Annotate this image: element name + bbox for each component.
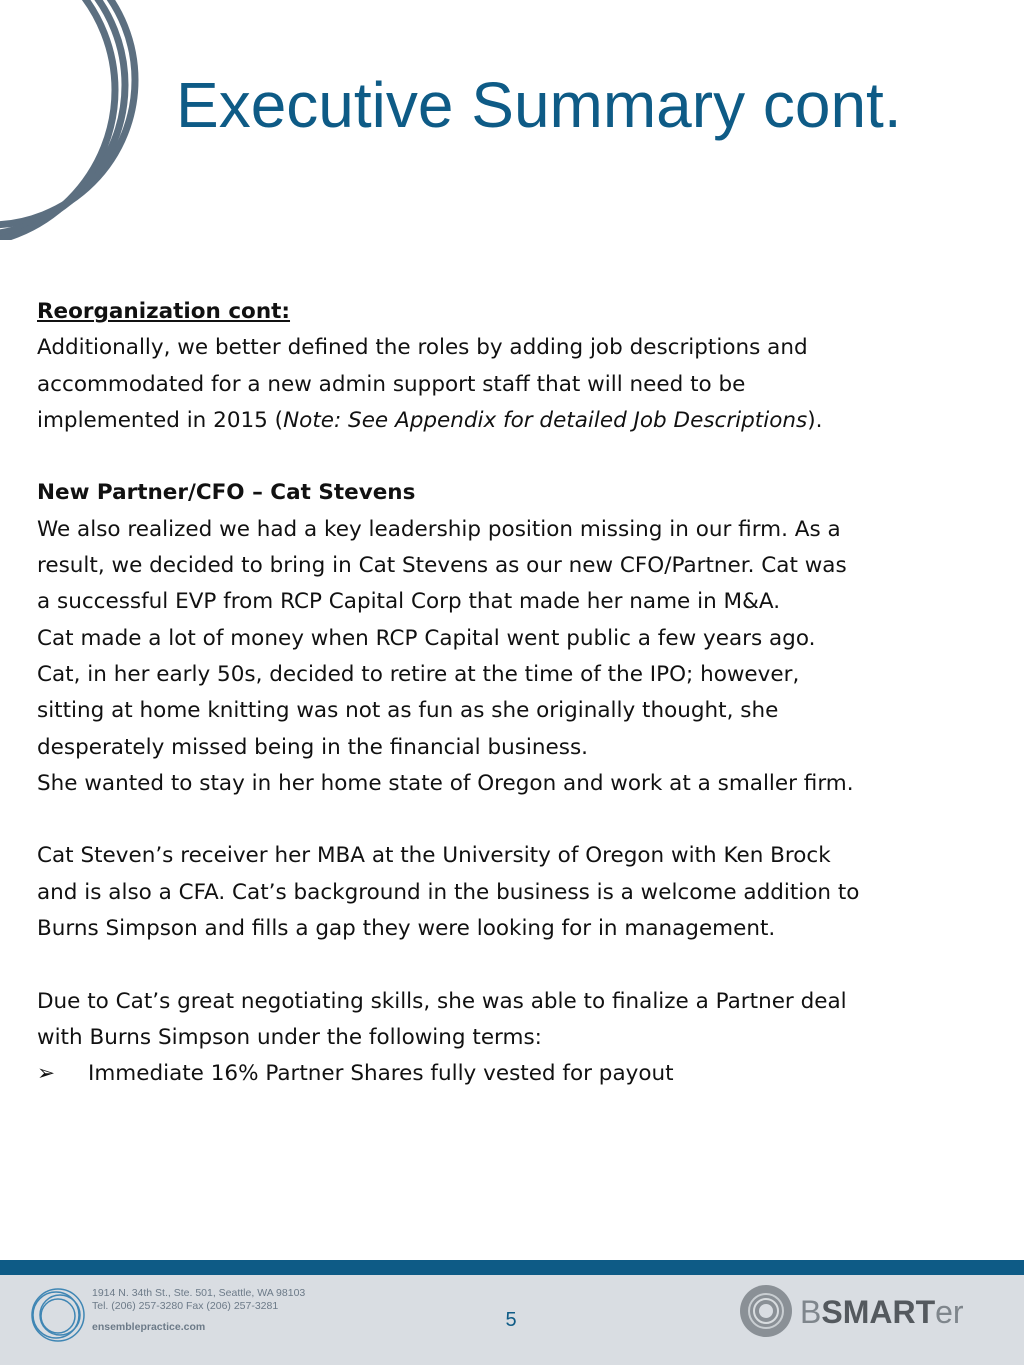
partner-paragraph-line: We also realized we had a key leadership position missing in our firm. As a — [37, 516, 841, 542]
partner-paragraph-line: a successful EVP from RCP Capital Corp that made her name in M&A. — [37, 589, 781, 615]
partner-paragraph-line: sitting at home knitting was not as fun as she originally thought, she — [37, 698, 779, 724]
mba-paragraph-line: Cat Steven’s receiver her MBA at the University of Oregon with Ken Brock — [37, 843, 831, 869]
partner-paragraph-line: result, we decided to bring in Cat Stevens as our new CFO/Partner. Cat was — [37, 553, 847, 579]
slide-body — [37, 294, 987, 1093]
address-line: 1914 N. 34th St., Ste. 501, Seattle, WA 98103 — [92, 1287, 306, 1299]
mba-paragraph-line: Burns Simpson and fills a gap they were looking for in management. — [37, 916, 776, 942]
ensemble-logo-icon — [28, 1285, 88, 1345]
partner-paragraph-line: Cat made a lot of money when RCP Capital went public a few years ago. — [37, 625, 816, 651]
arrow-bullet-icon: ➢ — [37, 1061, 56, 1087]
partner-paragraph-line: Cat, in her early 50s, decided to retire at the time of the IPO; however, — [37, 661, 800, 687]
bullet-text: Immediate 16% Partner Shares fully vested for payout — [88, 1061, 674, 1087]
bullet-item — [37, 1056, 987, 1092]
page-number: 5 — [505, 1309, 517, 1331]
reorganization-line — [37, 403, 987, 439]
footer-address — [92, 1287, 305, 1334]
footer — [0, 1275, 1024, 1365]
reorganization-heading: Reorganization cont: — [37, 299, 291, 324]
reorganization-text: ). — [807, 407, 823, 433]
bsmarter-wordmark: BSMARTer — [800, 1294, 964, 1330]
partner-paragraph-line: She wanted to stay in her home state of Oregon and work at a smaller firm. — [37, 770, 854, 796]
partner-paragraph-line: desperately missed being in the financial business. — [37, 734, 588, 760]
corner-rings-decoration — [0, 0, 190, 240]
website-link[interactable]: ensemblepractice.com — [92, 1321, 206, 1333]
reorganization-line: Additionally, we better defined the roles by adding job descriptions and — [37, 335, 808, 361]
page-title: Executive Summary cont. — [176, 69, 902, 141]
deal-paragraph-line: Due to Cat’s great negotiating skills, she was able to finalize a Partner deal — [37, 988, 847, 1014]
bsmarter-logo — [738, 1283, 1008, 1339]
mba-paragraph-line: and is also a CFA. Cat’s background in the business is a welcome addition to — [37, 879, 860, 905]
footer-accent-bar — [0, 1260, 1024, 1275]
new-partner-heading: New Partner/CFO – Cat Stevens — [37, 480, 416, 506]
appendix-note: Note: See Appendix for detailed Job Descriptions — [283, 407, 808, 433]
reorganization-text: implemented in 2015 ( — [37, 407, 284, 433]
reorganization-line: accommodated for a new admin support staff that will need to be — [37, 371, 746, 397]
deal-paragraph-line: with Burns Simpson under the following terms: — [37, 1024, 542, 1050]
bsmarter-logo-icon — [738, 1283, 794, 1339]
phone-fax-line: Tel. (206) 257-3280 Fax (206) 257-3281 — [92, 1300, 279, 1312]
